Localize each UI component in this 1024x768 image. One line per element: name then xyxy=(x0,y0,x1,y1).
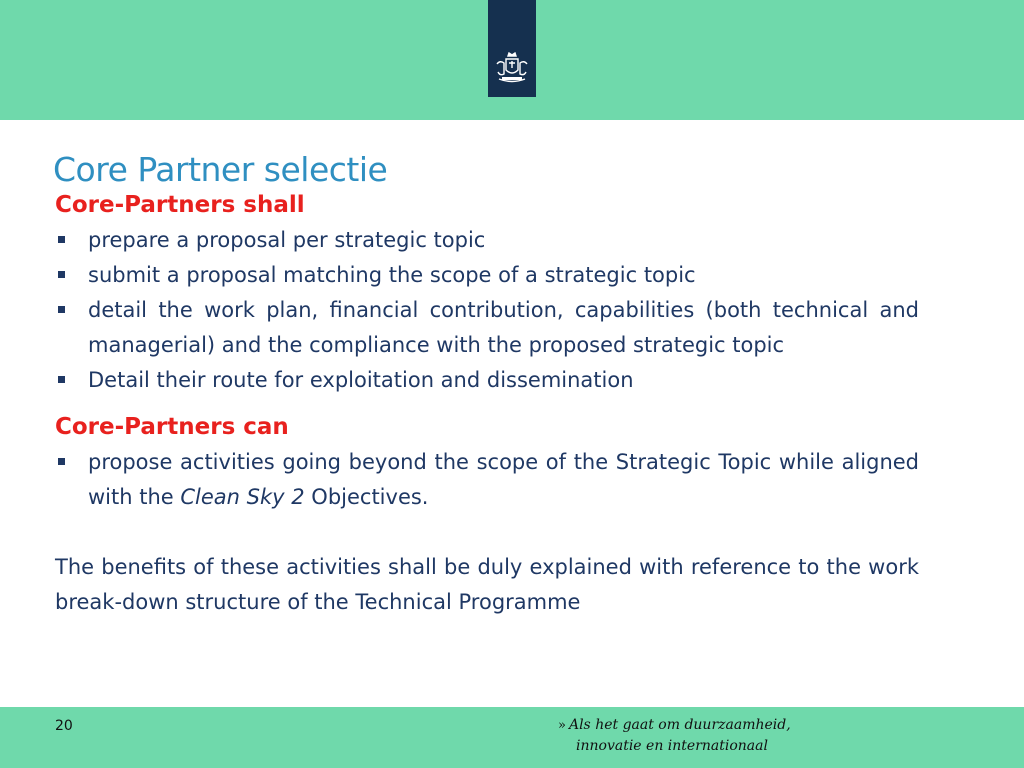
slogan-line-2: innovatie en internationaal xyxy=(576,738,768,754)
can-bullet-list xyxy=(55,445,919,515)
list-item xyxy=(55,363,919,398)
square-bullet-icon xyxy=(58,458,65,465)
slogan-line-1: Als het gaat om duurzaamheid, xyxy=(568,717,791,733)
slide-title: Core Partner selectie xyxy=(53,150,388,189)
square-bullet-icon xyxy=(58,271,65,278)
list-item xyxy=(55,258,919,293)
programme-name: Clean Sky 2 xyxy=(180,485,305,509)
can-heading: Core-Partners can xyxy=(55,414,289,440)
shall-heading: Core-Partners shall xyxy=(55,192,305,218)
closing-paragraph: The benefits of these activities shall be duly explained with reference to the work break-down structure of the Technical Programme xyxy=(55,555,919,614)
bullet-text: prepare a proposal per strategic topic xyxy=(88,228,486,252)
logo-block xyxy=(488,0,536,97)
bullet-text: submit a proposal matching the scope of a strategic topic xyxy=(88,263,696,287)
coat-of-arms-icon xyxy=(494,52,530,86)
slide-content xyxy=(55,188,919,620)
bullet-text: detail the work plan, financial contribution, capabilities (both technical and managerial) and the compliance with the proposed strategic topic xyxy=(88,298,919,357)
square-bullet-icon xyxy=(58,306,65,313)
footer-band xyxy=(0,707,1024,768)
bullet-text-after: Objectives. xyxy=(304,485,429,509)
square-bullet-icon xyxy=(58,376,65,383)
list-item xyxy=(55,445,919,515)
list-item xyxy=(55,293,919,363)
shall-bullet-list xyxy=(55,223,919,398)
bullet-text-before: propose activities going beyond the scope of the Strategic Topic while aligned with the xyxy=(88,450,919,509)
square-bullet-icon xyxy=(58,236,65,243)
chevron-right-icon: » xyxy=(558,718,566,733)
list-item xyxy=(55,223,919,258)
footer-slogan xyxy=(558,715,791,757)
bullet-text: Detail their route for exploitation and dissemination xyxy=(88,368,634,392)
page-number: 20 xyxy=(55,718,73,734)
